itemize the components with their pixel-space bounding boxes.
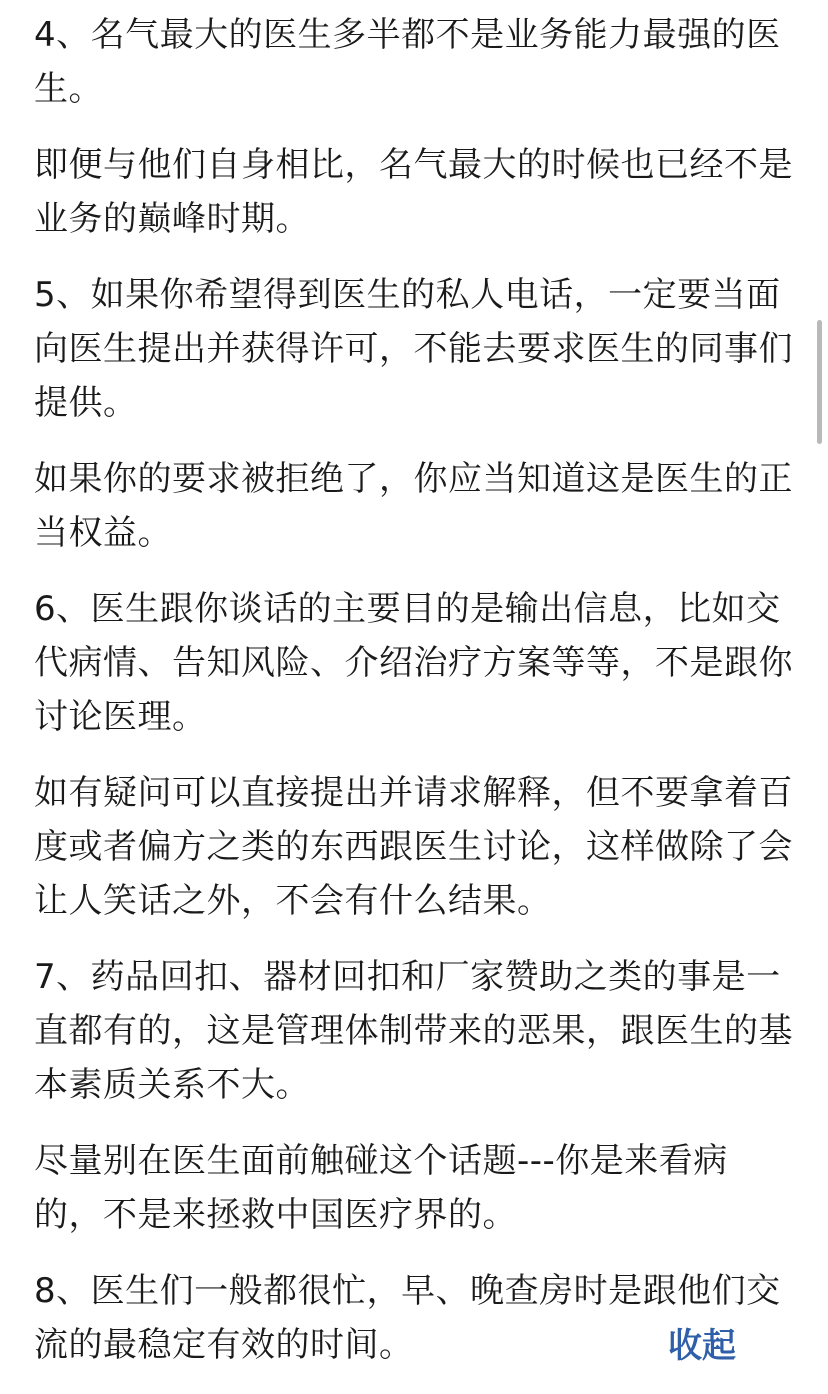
paragraph-6-note: 如有疑问可以直接提出并请求解释，但不要拿着百度或者偏方之类的东西跟医生讨论，这样做除了会让人笑话之外，不会有什么结果。 [34, 773, 793, 921]
paragraph-6: 6、医生跟你谈话的主要目的是输出信息，比如交代病情、告知风险、介绍治疗方案等等，不是跟你讨论医理。 [34, 589, 793, 737]
paragraph-7: 7、药品回扣、器材回扣和厂家赞助之类的事是一直都有的，这是管理体制带来的恶果，跟医生的基本素质关系不大。 [34, 957, 793, 1105]
paragraph-7-note: 尽量别在医生面前触碰这个话题---你是来看病的，不是来拯救中国医疗界的。 [34, 1141, 728, 1235]
paragraph-4-note: 即便与他们自身相比，名气最大的时候也已经不是业务的巅峰时期。 [34, 145, 793, 239]
scrollbar-thumb[interactable] [817, 320, 822, 444]
article-body [34, 8, 804, 1394]
paragraph-8: 8、医生们一般都很忙，早、晚查房时是跟他们交流的最稳定有效的时间。 [34, 1271, 781, 1365]
paragraph-5-note: 如果你的要求被拒绝了，你应当知道这是医生的正当权益。 [34, 459, 793, 553]
paragraph-5: 5、如果你希望得到医生的私人电话，一定要当面向医生提出并获得许可，不能去要求医生的同事们提供。 [34, 275, 793, 423]
paragraph-4: 4、名气最大的医生多半都不是业务能力最强的医生。 [34, 15, 781, 109]
collapse-button[interactable]: 收起 [668, 1326, 736, 1366]
